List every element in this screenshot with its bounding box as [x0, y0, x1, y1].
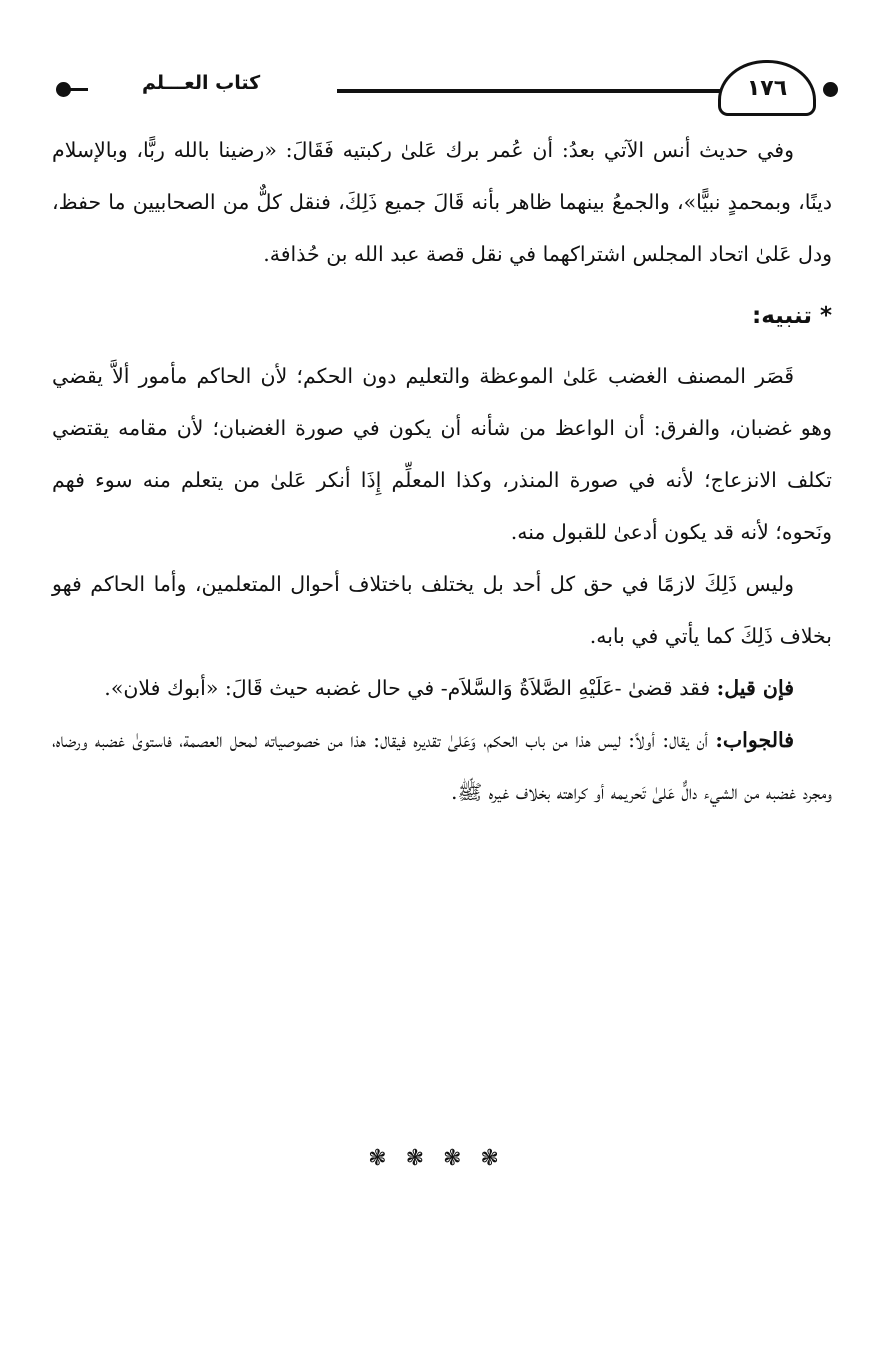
paragraph-objection — [52, 662, 832, 714]
header-rule — [337, 89, 720, 93]
paragraph-hadith-note: وفي حديث أنس الآتي بعدُ: أن عُمر برك عَلىٰ ركبتيه فَقَالَ: «رضينا بالله ربًّا، وبالإسلام دينًا، وبمحمدٍ نبيًّا»، والجمعُ بينهما ظاهر بأنه قَالَ جميع ذَلِكَ، فنقل كلٌّ من الصحابيين ما حفظ، ودل عَلىٰ اتحاد المجلس اشتراكهما في نقل قصة عبد الله بن حُذافة. — [52, 138, 832, 266]
page-header — [52, 58, 838, 120]
book-title: كتاب العـــلم — [142, 72, 261, 94]
section-heading-tanbih: * تنبيه: — [752, 303, 832, 329]
paragraph-not-required: وليس ذَلِكَ لازمًا في حق كل أحد بل يختلف باختلاف أحوال المتعلمين، وأما الحاكم فهو بخلاف ذَلِكَ كما يأتي في بابه. — [52, 572, 832, 648]
page-number-badge — [718, 60, 816, 116]
section-end-ornament: ❃ ❃ ❃ ❃ — [368, 1146, 505, 1171]
page-number: ١٧٦ — [746, 75, 788, 101]
header-dot-left — [56, 82, 71, 97]
paragraph-anger-teaching: قَصَر المصنف الغضب عَلىٰ الموعظة والتعليم دون الحكم؛ لأن الحاكم مأمور ألاَّ يقضي وهو غضبان، والفرق: أن الواعظ من شأنه أن يكون في صورة الغضبان؛ لأن مقامه يقتضي تكلف الانزعاج؛ لأنه في صورة المنذر، وكذا المعلِّم إِذَا أنكر عَلىٰ من يتعلم منه سوء فهم ونَحوه؛ لأنه قد يكون أدعىٰ للقبول منه. — [52, 364, 832, 544]
answer-text: أن يقال: أولاً: ليس هذا من باب الحكم، وَعَلىٰ تقديره فيقال: هذا من خصوصياته لمحل العصمة، فاستوىٰ غضبه ورضاه، ومجرد غضبه من الشيء دالٌّ عَلىٰ تَحريمه أو كراهته بخلاف غيره ﷺ. — [52, 728, 832, 804]
header-dot-right — [823, 82, 838, 97]
objection-lead: فإن قيل: — [716, 676, 794, 700]
page-body — [52, 124, 832, 818]
paragraph-answer — [52, 714, 832, 818]
objection-text: فقد قضىٰ -عَلَيْهِ الصَّلاَةُ وَالسَّلاَم- في حال غضبه حيث قَالَ: «أبوك فلان». — [104, 676, 717, 700]
answer-lead: فالجواب: — [715, 728, 794, 752]
